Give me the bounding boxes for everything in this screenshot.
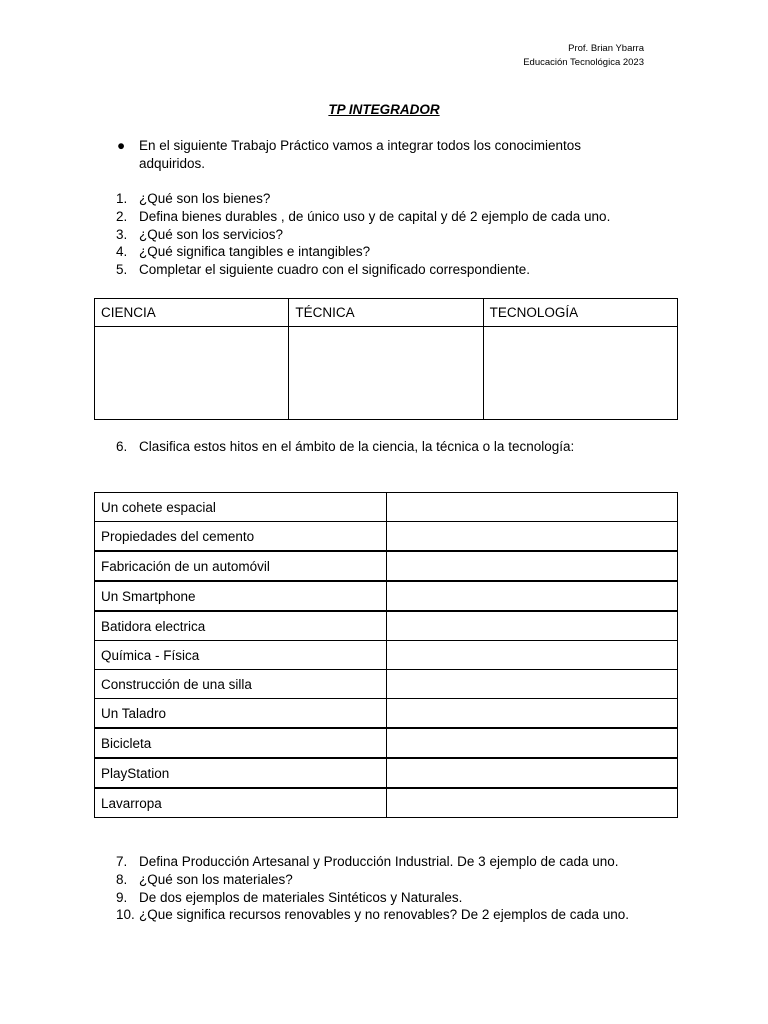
table-row [95, 493, 678, 522]
question-number: 3. [116, 226, 128, 242]
answer-cell [387, 522, 678, 552]
question-text: ¿Qué son los materiales? [139, 871, 293, 887]
question-text: ¿Que significa recursos renovables y no renovables? De 2 ejemplos de cada uno. [139, 907, 630, 923]
table-row [95, 641, 678, 670]
table-body-row [95, 327, 678, 420]
question-text: De dos ejemplos de materiales Sintéticos y Naturales. [139, 889, 463, 905]
document-title: TP INTEGRADOR [328, 102, 440, 117]
table-row [95, 788, 678, 818]
question-6 [116, 438, 696, 456]
table-row [95, 611, 678, 641]
question-number: 1. [116, 191, 128, 206]
question-item [116, 190, 696, 208]
table-row [95, 699, 678, 729]
intro-text: En el siguiente Trabajo Práctico vamos a integrar todos los conocimientos adquiridos. [139, 138, 581, 171]
hito-label: Un cohete espacial [95, 493, 387, 522]
question-text: ¿Qué significa tangibles e intangibles? [139, 244, 371, 260]
hito-label: Lavarropa [95, 788, 387, 818]
answer-cell [387, 670, 678, 699]
answer-cell [387, 581, 678, 611]
answer-cell-tecnica [289, 327, 483, 420]
question-text: Defina Producción Artesanal y Producción Industrial. De 3 ejemplo de cada uno. [139, 854, 619, 869]
answer-cell [387, 788, 678, 818]
question-text: Defina bienes durables , de único uso y de capital y dé 2 ejemplo de cada uno. [139, 208, 611, 224]
question-item [116, 871, 696, 889]
hito-label: Bicicleta [95, 728, 387, 758]
hito-label: Construcción de una silla [95, 670, 387, 699]
answer-cell-tecnologia [483, 327, 677, 420]
question-item [116, 853, 696, 871]
table-row [95, 670, 678, 699]
answer-cell [387, 758, 678, 788]
subject-year: Educación Tecnológica 2023 [523, 57, 644, 68]
question-item [116, 226, 696, 244]
questions-list-b [116, 853, 696, 924]
author-name: Prof. Brian Ybarra [568, 43, 644, 54]
question-number: 4. [116, 244, 128, 260]
question-item [116, 438, 696, 456]
table-row [95, 758, 678, 788]
question-number: 8. [116, 871, 128, 887]
answer-cell [387, 611, 678, 641]
answer-cell-ciencia [95, 327, 289, 420]
question-text: ¿Qué son los servicios? [139, 226, 284, 242]
hito-label: Batidora electrica [95, 611, 387, 641]
answer-cell [387, 641, 678, 670]
question-item [116, 261, 696, 279]
table-row [95, 728, 678, 758]
hito-label: Fabricación de un automóvil [95, 551, 387, 581]
question-text: Clasifica estos hitos en el ámbito de la ciencia, la técnica o la tecnología: [139, 439, 575, 454]
question-item [116, 889, 696, 907]
hito-label: Un Smartphone [95, 581, 387, 611]
question-number: 5. [116, 262, 128, 278]
question-number: 10. [116, 907, 135, 923]
questions-list-a [116, 190, 696, 279]
answer-cell [387, 551, 678, 581]
question-number: 9. [116, 889, 128, 905]
question-item [116, 208, 696, 226]
table-header-row [95, 299, 678, 327]
bullet-dot: ● [117, 138, 126, 153]
hito-label: Un Taladro [95, 699, 387, 729]
table-row [95, 522, 678, 552]
question-number: 2. [116, 208, 128, 224]
answer-cell [387, 728, 678, 758]
header-tecnologia: TECNOLOGÍA [483, 299, 677, 327]
document-header [523, 42, 644, 70]
header-tecnica: TÉCNICA [289, 299, 483, 327]
question-text: Completar el siguiente cuadro con el significado correspondiente. [139, 262, 530, 278]
hitos-classification-table [94, 492, 678, 818]
hito-label: Propiedades del cemento [95, 522, 387, 552]
question-number: 6. [116, 439, 128, 454]
answer-cell [387, 699, 678, 729]
answer-cell [387, 493, 678, 522]
hito-label: Química - Física [95, 641, 387, 670]
hito-label: PlayStation [95, 758, 387, 788]
question-text: ¿Qué son los bienes? [139, 191, 271, 206]
ciencia-tecnica-tecnologia-table [94, 298, 678, 420]
header-ciencia: CIENCIA [95, 299, 289, 327]
table-row [95, 551, 678, 581]
question-item [116, 906, 696, 924]
question-number: 7. [116, 854, 128, 869]
question-item [116, 243, 696, 261]
table-row [95, 581, 678, 611]
